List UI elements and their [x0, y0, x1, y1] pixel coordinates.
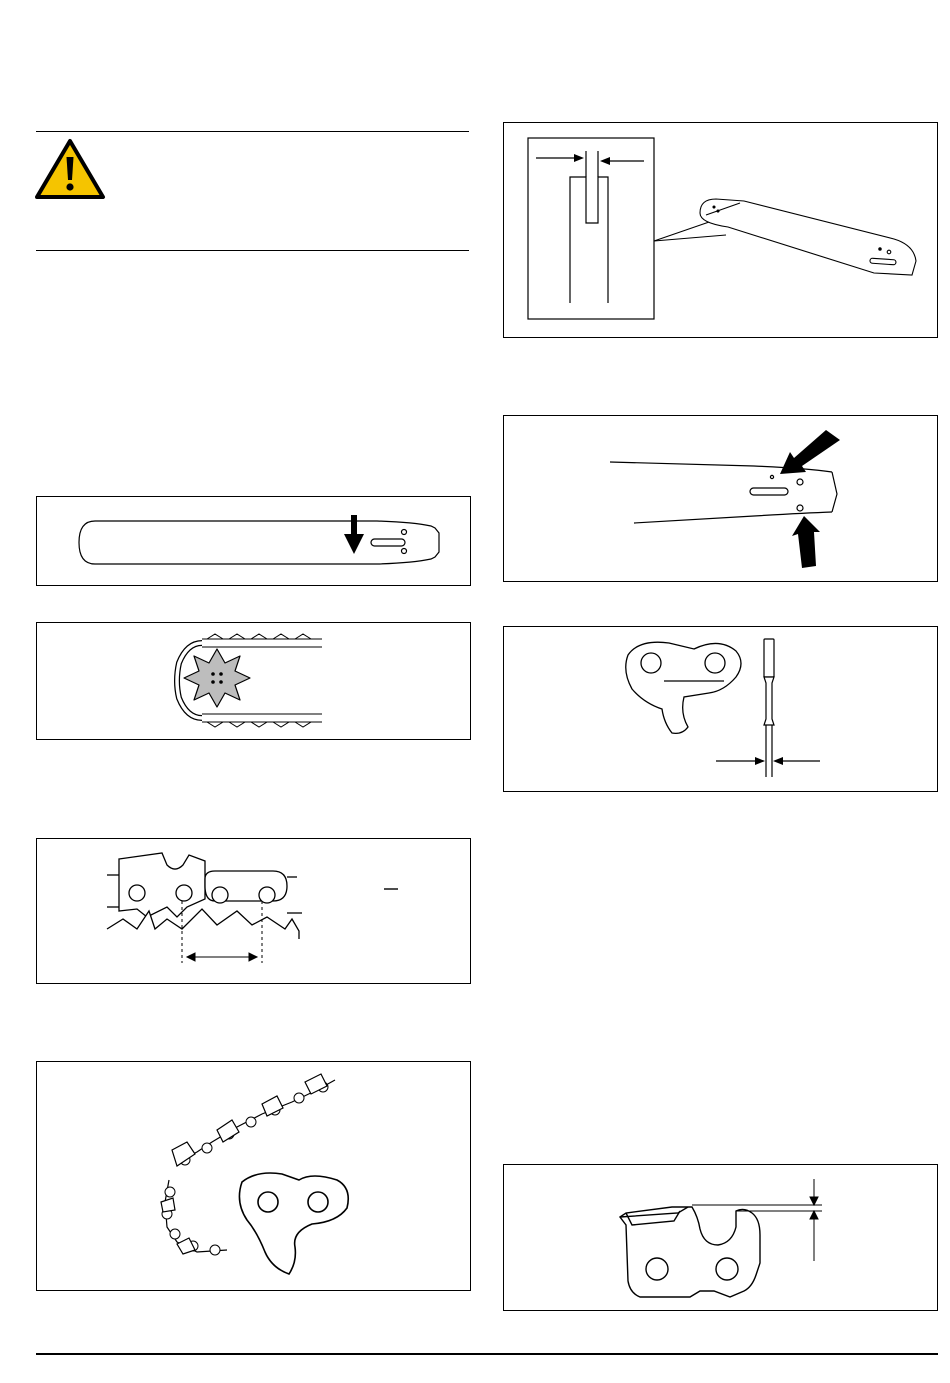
figure-bar-groove — [503, 122, 938, 338]
warning-top-rule — [36, 131, 469, 132]
thickness-arrows — [716, 757, 820, 765]
lower-arrow-icon — [792, 516, 820, 568]
footer-rule — [36, 1353, 938, 1355]
drive-link-drawing — [239, 1173, 348, 1274]
upper-arrow-icon — [780, 430, 840, 474]
guide-bar-perspective-drawing — [700, 199, 916, 275]
chain-loop-drawing — [161, 1074, 335, 1255]
drive-link-side-view — [764, 639, 774, 777]
warning-bottom-rule — [36, 250, 469, 251]
figure-guide-bar-marking — [36, 496, 471, 586]
sprocket-icon — [184, 649, 250, 707]
chain-links-drawing — [107, 853, 302, 939]
figure-drive-link-gauge — [503, 626, 938, 792]
guide-bar-drawing — [79, 521, 439, 564]
figure-chain-loop — [36, 1061, 471, 1291]
figure-chain-pitch — [36, 838, 471, 984]
figure-chain-sprocket — [36, 622, 471, 740]
cutter-tooth-drawing — [620, 1207, 760, 1297]
figure-bar-mounting-holes — [503, 415, 938, 582]
drive-link-drawing — [626, 642, 741, 733]
warning-triangle-icon — [34, 138, 106, 200]
figure-depth-gauge — [503, 1164, 938, 1311]
